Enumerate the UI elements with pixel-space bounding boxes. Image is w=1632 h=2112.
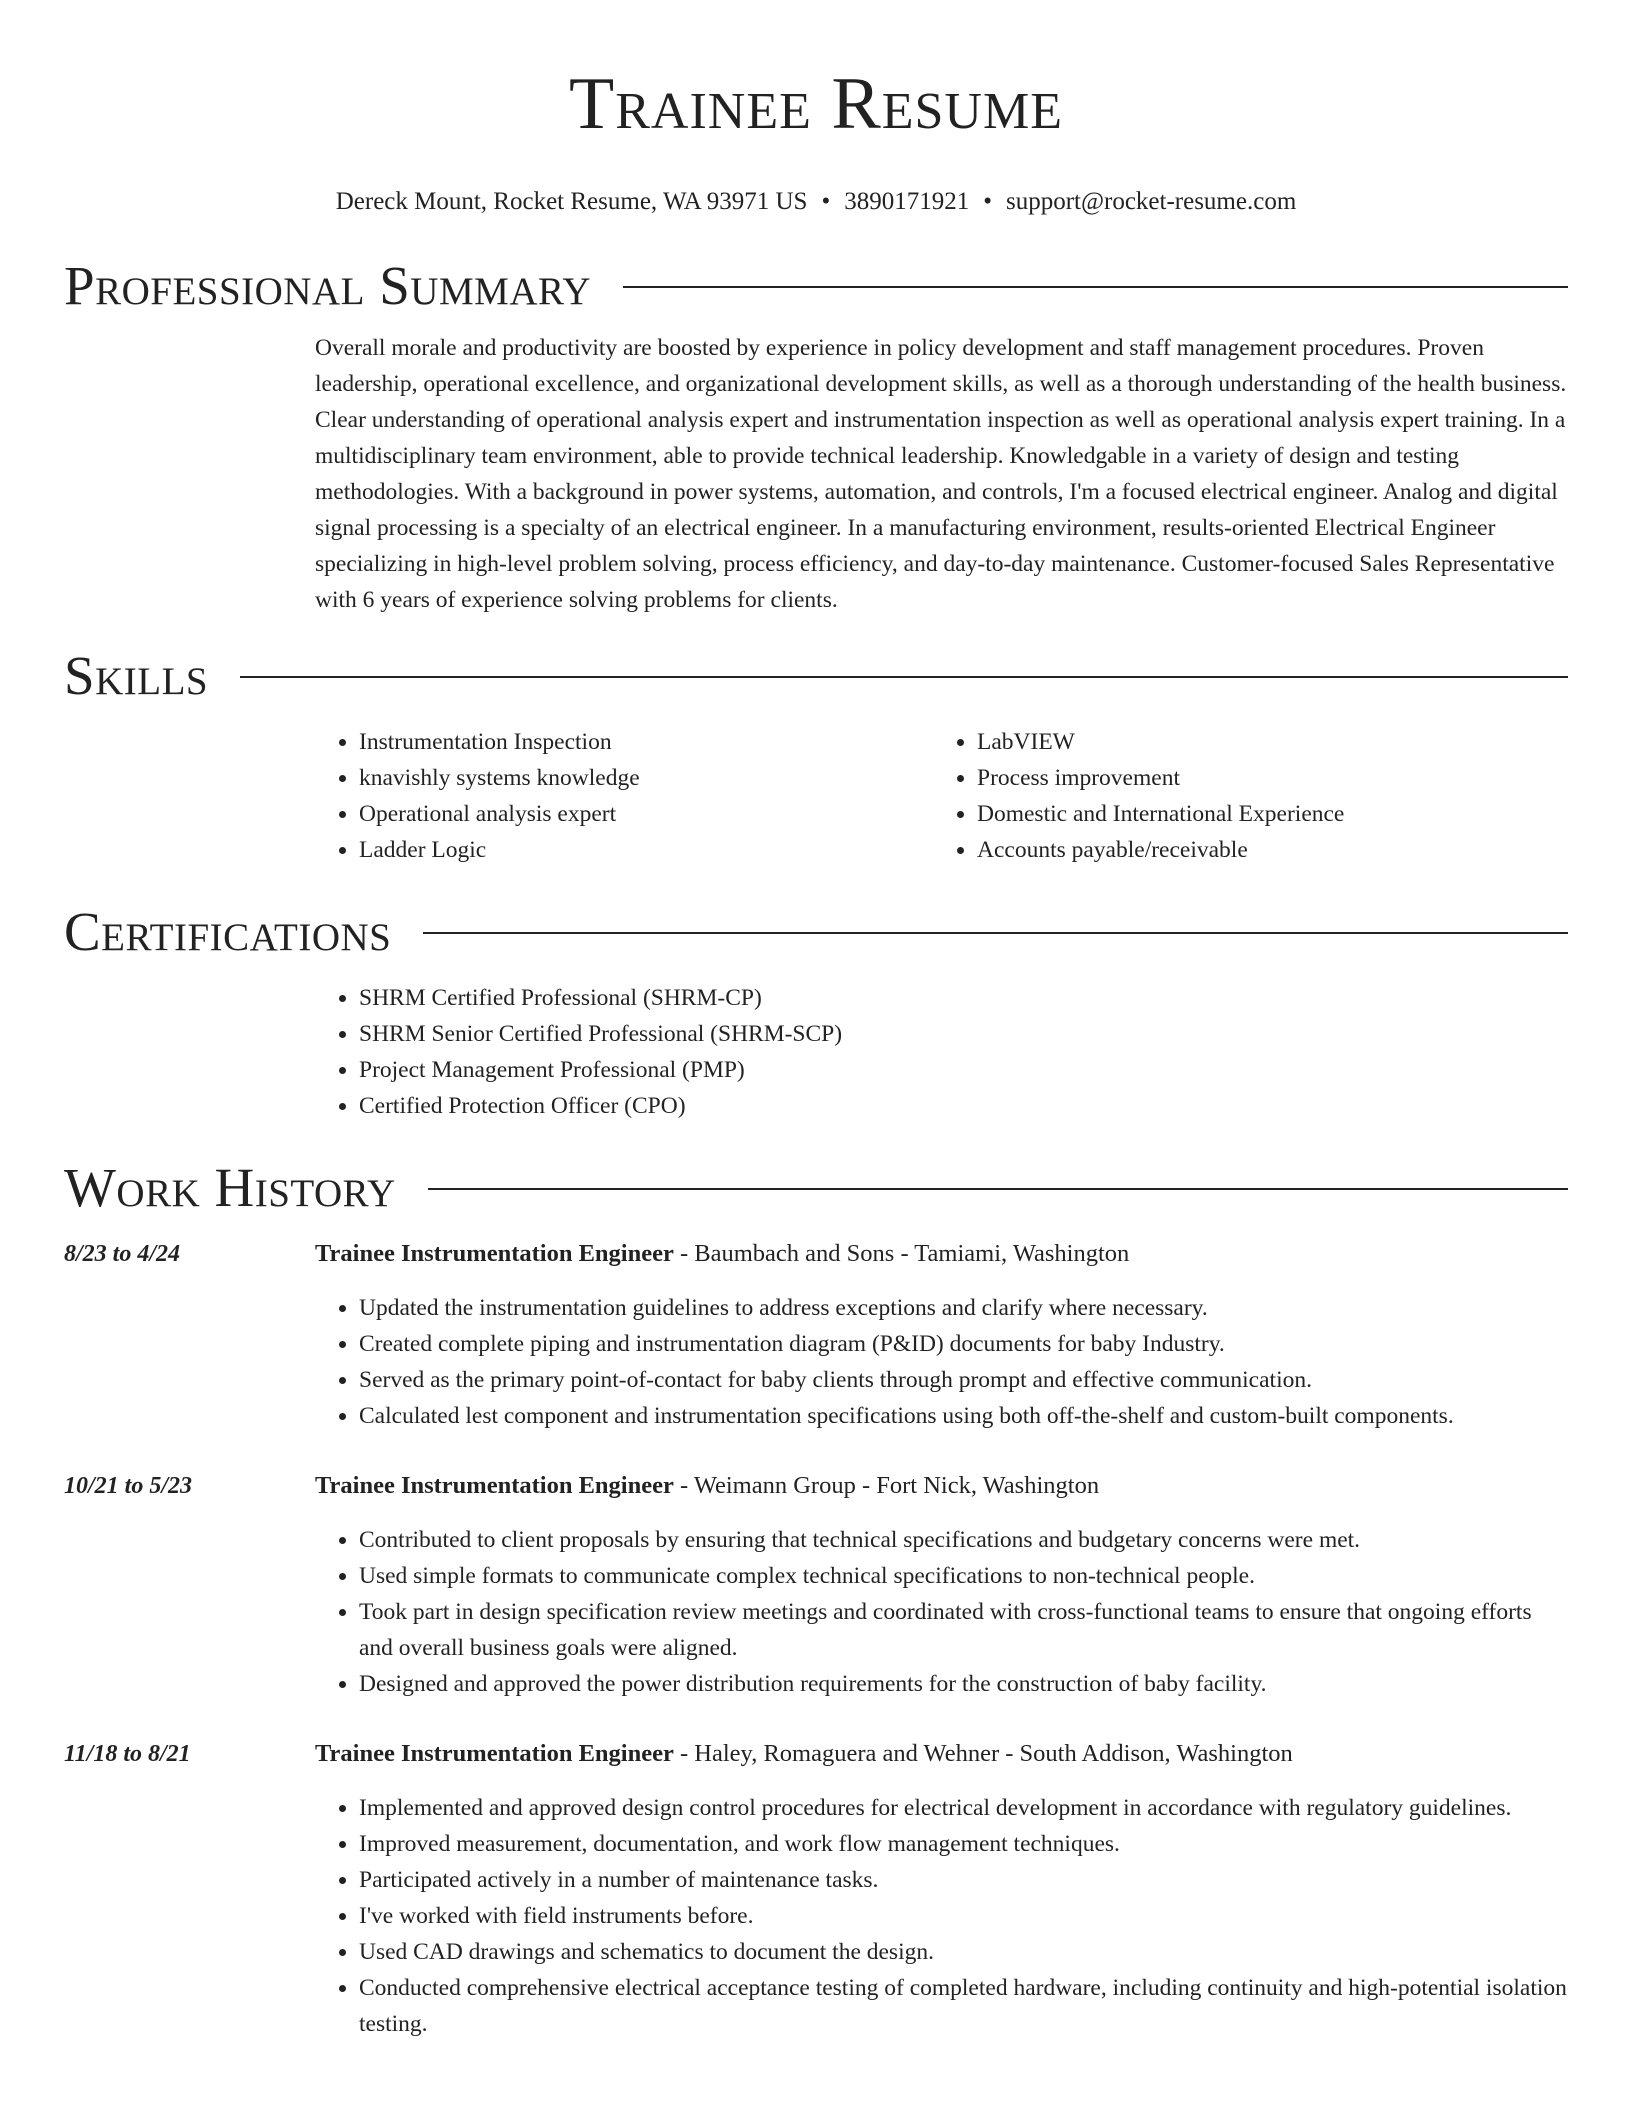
job-dates: 8/23 to 4/24 [64, 1241, 181, 1267]
contact-email[interactable]: support@rocket-resume.com [1005, 188, 1297, 215]
job-bullets [315, 1290, 1568, 1434]
work-section-header [64, 1154, 1568, 1222]
certification-item: • Project Management Professional (PMP) [359, 1052, 1568, 1088]
summary-heading: Professional Summary [64, 255, 592, 316]
job-employer-location: - Haley, Romaguera and Wehner - South Addison, Washington [673, 1740, 1293, 1767]
work-heading: Work History [64, 1157, 396, 1218]
skill-item: • Ladder Logic [359, 832, 933, 868]
summary-body [315, 330, 1568, 618]
certification-item: • SHRM Senior Certified Professional (SHRM-SCP) [359, 1016, 1568, 1052]
job-detail [315, 1736, 1568, 2042]
certifications-list [315, 980, 1568, 1124]
job-bullet: • Designed and approved the power distribution requirements for the construction of baby facility. [359, 1666, 1568, 1702]
job-title: Trainee Instrumentation Engineer [315, 1472, 674, 1499]
job-headline [315, 1236, 1568, 1272]
certification-item: • Certified Protection Officer (CPO) [359, 1088, 1568, 1124]
job-employer-location: - Weimann Group - Fort Nick, Washington [673, 1472, 1100, 1499]
job-dates: 11/18 to 8/21 [64, 1741, 191, 1767]
skill-item: • knavishly systems knowledge [359, 760, 933, 796]
skill-item: • Operational analysis expert [359, 796, 933, 832]
job-dates: 10/21 to 5/23 [64, 1473, 193, 1499]
skills-heading: Skills [64, 645, 209, 706]
job-headline [315, 1468, 1568, 1504]
job-bullets [315, 1790, 1568, 2042]
job-entry [64, 1468, 1568, 1702]
job-entry [64, 1236, 1568, 1434]
job-bullet: • Improved measurement, documentation, and work flow management techniques. [359, 1826, 1568, 1862]
contact-separator: • [983, 188, 992, 215]
contact-line [64, 186, 1568, 218]
skill-item: • Accounts payable/receivable [977, 832, 1551, 868]
job-bullet: • Calculated lest component and instrumentation specifications using both off-the-shelf and custom-built components. [359, 1398, 1568, 1434]
skill-item: • Instrumentation Inspection [359, 724, 933, 760]
job-bullet: • Conducted comprehensive electrical acceptance testing of completed hardware, including continuity and high-potential isolation testing. [359, 1970, 1568, 2042]
contact-separator: • [821, 188, 831, 215]
certifications-body [315, 980, 1568, 1124]
contact-phone: 3890171921 [844, 188, 970, 215]
job-bullet: • Used simple formats to communicate complex technical specifications to non-technical people. [359, 1558, 1568, 1594]
section-divider [623, 286, 1568, 288]
job-bullet: • Updated the instrumentation guidelines to address exceptions and clarify where necessary. [359, 1290, 1568, 1326]
job-bullet: • Implemented and approved design control procedures for electrical development in accordance with regulatory guidelines. [359, 1790, 1568, 1826]
job-bullet: • Served as the primary point-of-contact for baby clients through prompt and effective communication. [359, 1362, 1568, 1398]
skill-item: • Domestic and International Experience [977, 796, 1551, 832]
job-detail [315, 1468, 1568, 1702]
section-divider [423, 932, 1568, 934]
job-bullet: • Used CAD drawings and schematics to document the design. [359, 1934, 1568, 1970]
skills-grid [315, 724, 1568, 868]
summary-text: Overall morale and productivity are boosted by experience in policy development and staff management procedures. Proven leadership, operational excellence, and organizational development skills, as well as a thorough understanding of the health business. Clear understanding of operational analysis expert and instrumentation inspection as well as operational analysis expert training. In a multidisciplinary team environment, able to provide technical leadership. Knowledgable in a variety of design and testing methodologies. With a background in power systems, automation, and controls, I'm a focused electrical engineer. Analog and digital signal processing is a specialty of an electrical engineer. In a manufacturing environment, results-oriented Electrical Engineer specializing in high-level problem solving, process efficiency, and day-to-day maintenance. Customer-focused Sales Representative with 6 years of experience solving problems for clients. [315, 335, 1567, 613]
job-bullet: • Participated actively in a number of maintenance tasks. [359, 1862, 1568, 1898]
job-detail [315, 1236, 1568, 1434]
skill-item: • LabVIEW [977, 724, 1551, 760]
skill-item: • Process improvement [977, 760, 1551, 796]
job-title: Trainee Instrumentation Engineer [315, 1240, 674, 1267]
skills-section-header [64, 642, 1568, 710]
certifications-heading: Certifications [64, 901, 392, 962]
contact-address: Dereck Mount, Rocket Resume, WA 93971 US [335, 188, 808, 215]
skills-body [315, 724, 1568, 868]
skills-list-left [315, 724, 933, 868]
job-bullet: • Contributed to client proposals by ensuring that technical specifications and budgetary concerns were met. [359, 1522, 1568, 1558]
job-entry [64, 1736, 1568, 2042]
resume-page [64, 0, 1568, 2042]
job-bullet: • Created complete piping and instrumentation diagram (P&ID) documents for baby Industry. [359, 1326, 1568, 1362]
section-divider [428, 1188, 1568, 1190]
job-bullet: • I've worked with field instruments before. [359, 1898, 1568, 1934]
section-divider [240, 676, 1568, 678]
skills-list-right [933, 724, 1551, 868]
job-title: Trainee Instrumentation Engineer [315, 1740, 674, 1767]
summary-section-header [64, 252, 1568, 320]
certifications-section-header [64, 898, 1568, 966]
job-headline [315, 1736, 1568, 1772]
certification-item: • SHRM Certified Professional (SHRM-CP) [359, 980, 1568, 1016]
job-employer-location: - Baumbach and Sons - Tamiami, Washington [673, 1240, 1130, 1267]
job-bullet: • Took part in design specification review meetings and coordinated with cross-functional teams to ensure that ongoing efforts and overall business goals were aligned. [359, 1594, 1568, 1666]
resume-title: Trainee Resume [569, 63, 1063, 145]
job-bullets [315, 1522, 1568, 1702]
